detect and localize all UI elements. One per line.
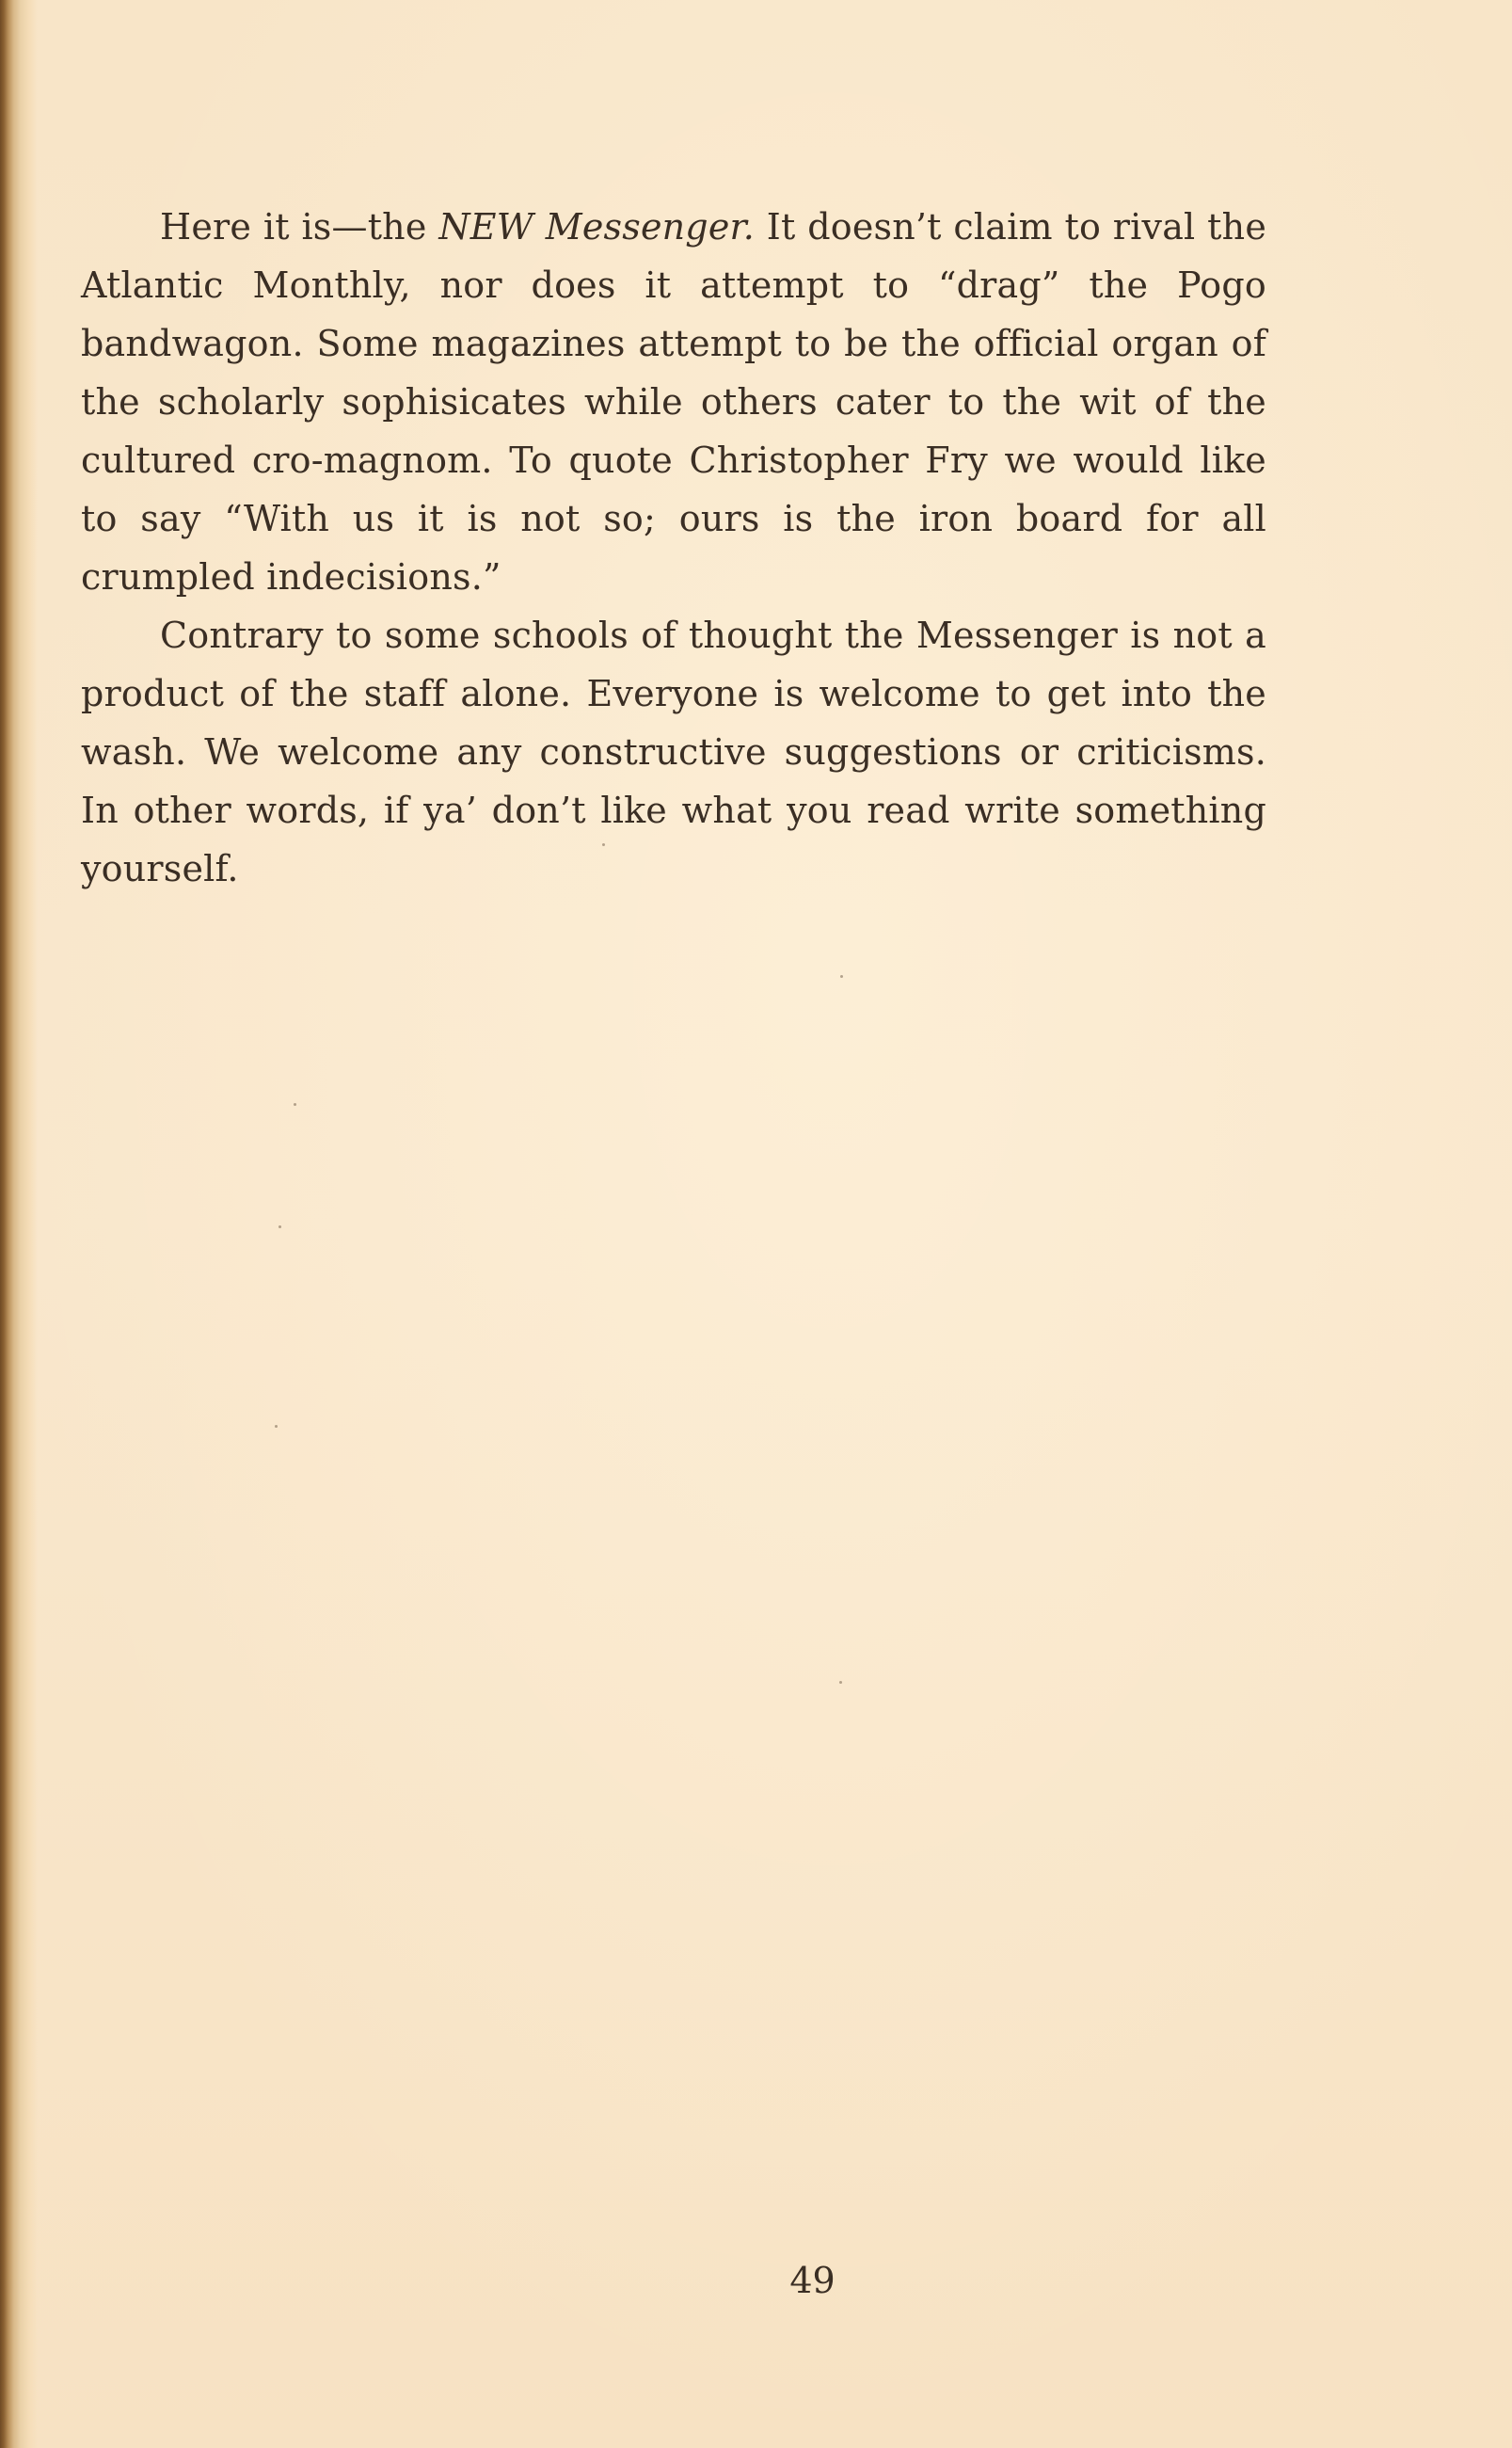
- paper-speck: [279, 1225, 281, 1228]
- paper-speck: [602, 843, 605, 846]
- body-text: [81, 198, 1266, 898]
- paper-speck: [294, 1103, 296, 1106]
- paper-speck: [839, 1681, 842, 1684]
- paragraph-intro-lead: Here it is—the: [160, 206, 439, 248]
- magazine-title-emphasis: NEW Messenger.: [438, 206, 755, 248]
- paper-speck: [840, 975, 843, 978]
- paragraph-intro-rest: It doesn’t claim to rival the Atlantic Monthly, nor does it attempt to “drag” the Pogo bandwagon. Some magazines attempt to be the official organ of the scholarly sophisicates while others cater to the wit of the cultured cro-magnom. To quote Christopher Fry we would like to say “With us it is not so; ours is the iron board for all crumpled indecisions.”: [81, 206, 1267, 598]
- book-spine-shadow: [0, 0, 38, 2448]
- paragraph-invitation: Contrary to some schools of thought the Messenger is not a product of the staff alone. Everyone is welcome to get into the wash. We welcome any constructive suggestions or criticisms. In other words, if ya’ don’t like what you read write something yourself.: [81, 615, 1266, 889]
- paragraph-intro: [81, 198, 1266, 606]
- paper-speck: [275, 1425, 278, 1428]
- page-number: 49: [789, 2260, 836, 2301]
